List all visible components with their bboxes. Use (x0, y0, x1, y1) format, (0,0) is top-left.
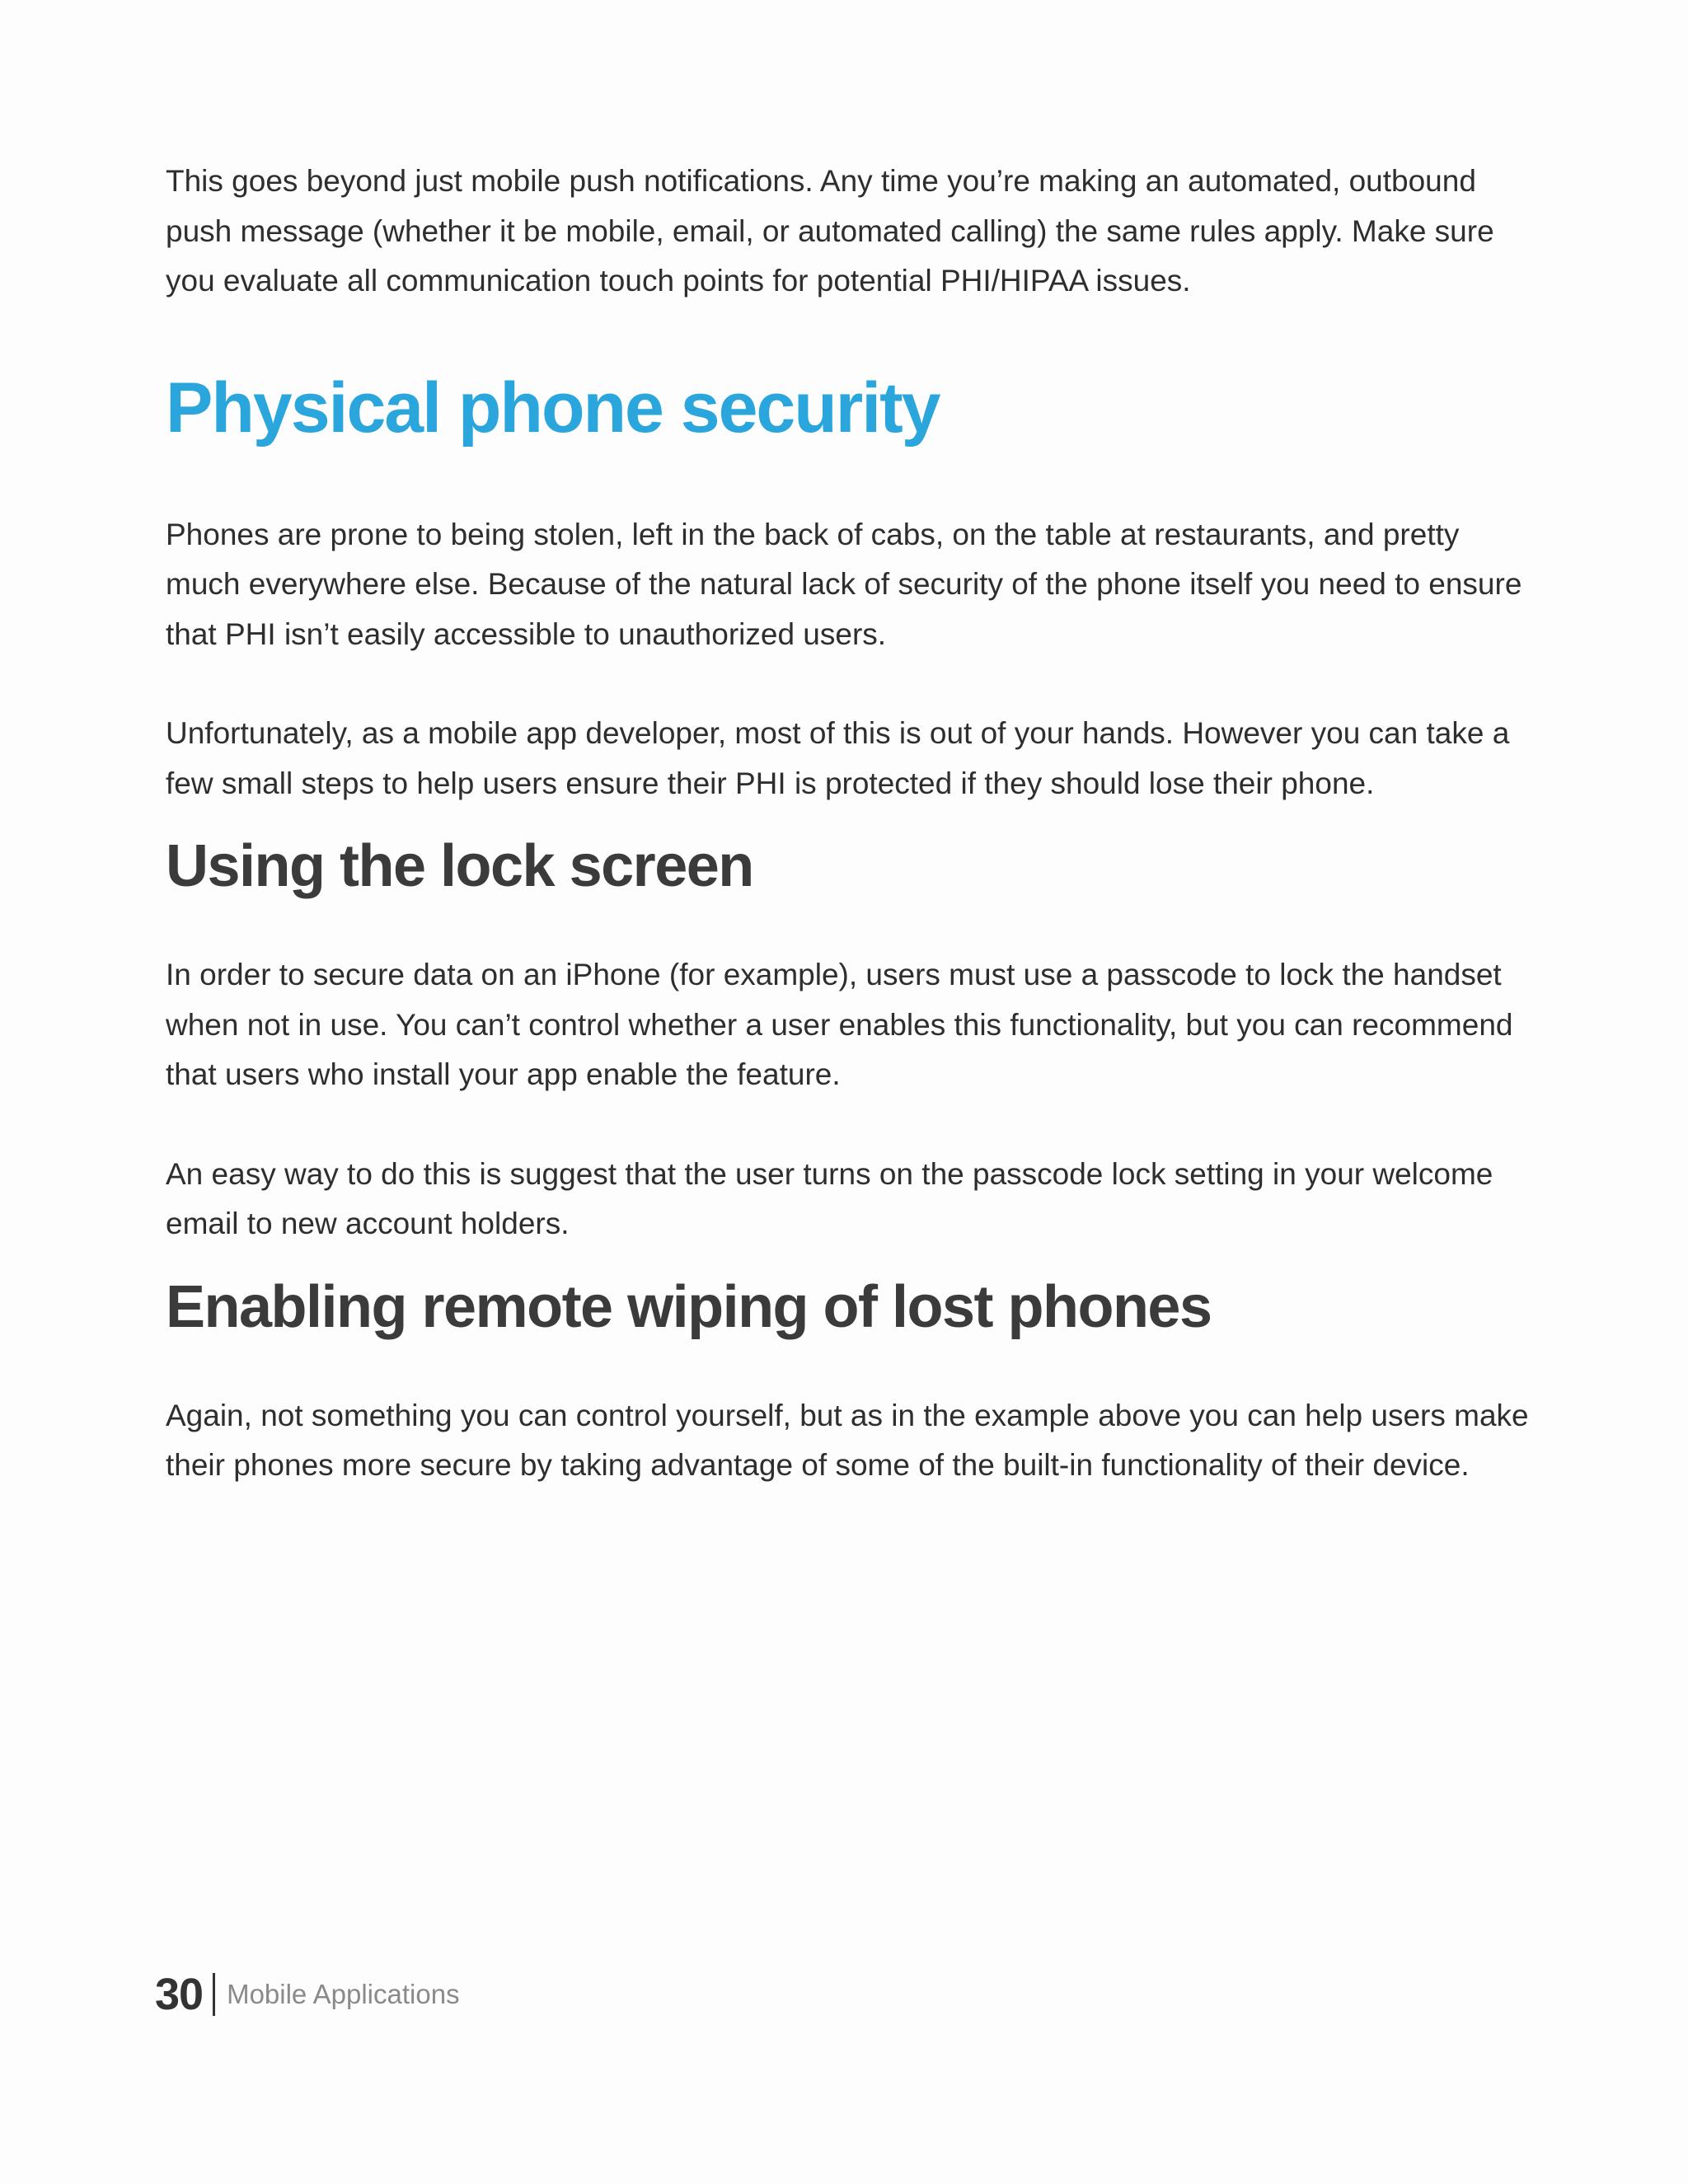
footer-section-label: Mobile Applications (227, 1979, 460, 2009)
physical-security-paragraph-1: Phones are prone to being stolen, left in the back of cabs, on the table at restaurants, and pretty much everywhere else. Because of the natural lack of security of the phone itself you need to ensure that PHI isn’t easily accessible to unauthorized users. (166, 517, 1522, 651)
physical-security-paragraph-2: Unfortunately, as a mobile app developer, most of this is out of your hands. However you can take a few small steps to help users ensure their PHI is protected if they should lose their phone. (166, 716, 1510, 800)
page-content (166, 157, 1534, 1491)
lock-screen-paragraph-1: In order to secure data on an iPhone (for example), users must use a passcode to lock the handset when not in use. You can’t control whether a user enables this functionality, but you can recommend that users who install your app enable the feature. (166, 958, 1513, 1091)
page-number: 30 (155, 1970, 204, 2019)
intro-paragraph: This goes beyond just mobile push notifications. Any time you’re making an automated, outbound push message (whether it be mobile, email, or automated calling) the same rules apply. Make sure you evaluate all communication touch points for potential PHI/HIPAA issues. (166, 164, 1494, 298)
remote-wipe-paragraph-1: Again, not something you can control yourself, but as in the example above you can help users make their phones more secure by taking advantage of some of the built-in functionality of their device. (166, 1398, 1529, 1482)
subheading-enabling-remote-wiping: Enabling remote wiping of lost phones (166, 1273, 1212, 1340)
subheading-using-the-lock-screen: Using the lock screen (166, 833, 753, 899)
lock-screen-paragraph-2: An easy way to do this is suggest that the user turns on the passcode lock setting in your welcome email to new account holders. (166, 1156, 1493, 1240)
footer-divider (213, 1973, 215, 2016)
page-footer (155, 1961, 460, 2027)
section-heading-physical-phone-security: Physical phone security (166, 368, 940, 448)
